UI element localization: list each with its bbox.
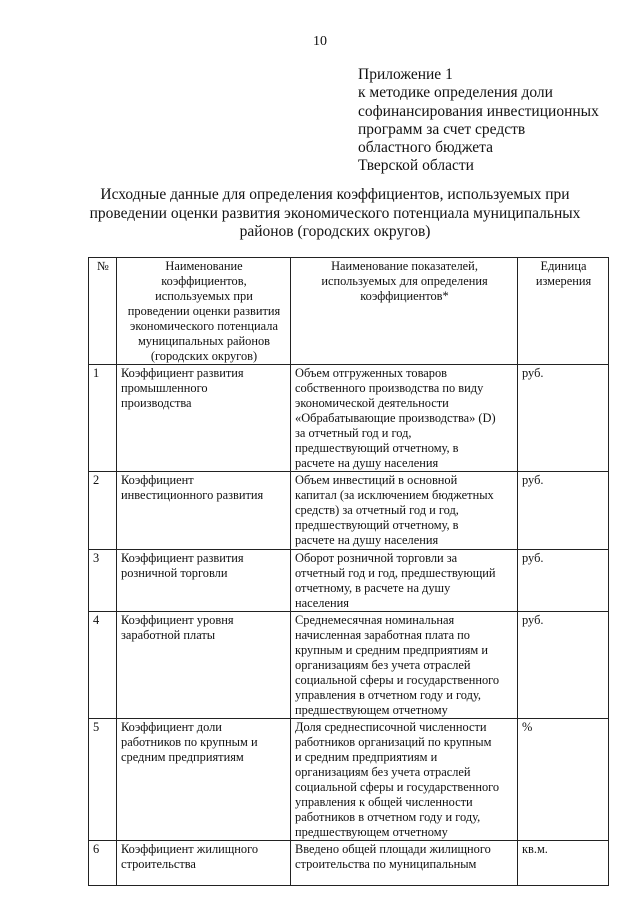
cell-line: инвестиционного развития: [121, 488, 264, 502]
cell-line: производства: [121, 396, 192, 410]
appendix-line: Приложение 1: [358, 66, 453, 83]
cell-line: крупным и средним предприятиям и: [295, 643, 488, 657]
row-unit: %: [518, 719, 609, 841]
row-num: 5: [89, 719, 117, 841]
header-indicator-line: Наименование показателей,: [331, 259, 478, 273]
cell-line: средств) за отчетный год и год,: [295, 503, 459, 517]
cell-line: Коэффициент уровня: [121, 613, 234, 627]
row-indicator: [291, 612, 518, 719]
cell-line: управления в отчетном году и году,: [295, 688, 481, 702]
cell-line: Объем инвестиций в основной: [295, 473, 458, 487]
appendix-caption: [358, 66, 628, 176]
row-num: 4: [89, 612, 117, 719]
appendix-line: областного бюджета: [358, 139, 493, 157]
cell-line: и средним предприятиям и: [295, 750, 438, 764]
header-name-line: муниципальных районов: [137, 334, 271, 348]
header-unit-line: измерения: [535, 274, 592, 288]
title-line: проведении оценки развития экономического потенциала муниципальных: [89, 204, 581, 222]
cell-line: Коэффициент развития: [121, 366, 244, 380]
row-num: 3: [89, 550, 117, 612]
row-coefficient-name: [117, 719, 291, 841]
row-coefficient-name: [117, 472, 291, 550]
document-title: [60, 186, 610, 242]
row-indicator: [291, 550, 518, 612]
row-indicator: [291, 841, 518, 886]
cell-line: отчетному, в расчете на душу: [295, 581, 451, 595]
row-unit: руб.: [518, 612, 609, 719]
cell-line: Коэффициент доли: [121, 720, 222, 734]
cell-line: начисленная заработная плата по: [295, 628, 470, 642]
cell-line: предшествующий отчетному, в: [295, 518, 459, 532]
cell-line: работников по крупным и: [121, 735, 258, 749]
cell-line: социальной сферы и государственного: [295, 780, 500, 794]
cell-line: Коэффициент жилищного: [121, 842, 259, 856]
row-unit: кв.м.: [518, 841, 609, 886]
cell-line: Оборот розничной торговли за: [295, 551, 458, 565]
cell-line: строительства: [121, 857, 196, 871]
title-line: Исходные данные для определения коэффициентов, используемых при: [100, 186, 570, 203]
row-unit: руб.: [518, 550, 609, 612]
appendix-line: к методике определения доли: [358, 84, 553, 102]
coefficients-table: [88, 257, 609, 886]
table-header-row: [89, 258, 609, 365]
row-coefficient-name: [117, 365, 291, 472]
row-coefficient-name: [117, 841, 291, 886]
row-indicator: [291, 719, 518, 841]
row-coefficient-name: [117, 550, 291, 612]
row-indicator: [291, 472, 518, 550]
appendix-line: софинансирования инвестиционных: [358, 102, 599, 120]
header-indicator-line: коэффициентов*: [360, 289, 449, 303]
row-num: 1: [89, 365, 117, 472]
header-name-line: (городских округов): [150, 349, 258, 363]
appendix-line: Тверской области: [358, 157, 474, 175]
cell-line: средним предприятиям: [121, 750, 244, 764]
cell-line: расчете на душу населения: [295, 533, 439, 547]
table-row: [89, 550, 609, 612]
cell-line: за отчетный год и год,: [295, 426, 412, 440]
cell-line: розничной торговли: [121, 566, 228, 580]
cell-line: отчетный год и год, предшествующий: [295, 566, 496, 580]
table-row: [89, 472, 609, 550]
cell-line: Среднемесячная номинальная: [295, 613, 455, 627]
row-num: 6: [89, 841, 117, 886]
table-row: [89, 841, 609, 886]
cell-line: промышленного: [121, 381, 208, 395]
cell-line: «Обрабатывающие производства» (D): [295, 411, 496, 425]
cell-line: Коэффициент развития: [121, 551, 244, 565]
cell-line: капитал (за исключением бюджетных: [295, 488, 494, 502]
title-line: районов (городских округов): [239, 223, 431, 240]
row-num: 2: [89, 472, 117, 550]
cell-line: организациям без учета отраслей: [295, 658, 471, 672]
cell-line: населения: [295, 596, 349, 610]
header-indicator-line: используемых для определения: [321, 274, 488, 288]
row-indicator: [291, 365, 518, 472]
cell-line: социальной сферы и государственного: [295, 673, 500, 687]
cell-line: работников организаций по крупным: [295, 735, 492, 749]
row-unit: руб.: [518, 365, 609, 472]
cell-line: Объем отгруженных товаров: [295, 366, 448, 380]
cell-line: Коэффициент: [121, 473, 194, 487]
table-row: [89, 719, 609, 841]
header-indicator: [291, 258, 518, 365]
cell-line: Доля среднесписочной численности: [295, 720, 487, 734]
cell-line: собственного производства по виду: [295, 381, 484, 395]
page-number: 10: [313, 34, 327, 49]
cell-line: предшествующем отчетному: [295, 703, 448, 717]
header-unit-line: Единица: [540, 259, 587, 273]
header-name-line: коэффициентов,: [161, 274, 247, 288]
cell-line: Введено общей площади жилищного: [295, 842, 491, 856]
header-name: [117, 258, 291, 365]
cell-line: экономической деятельности: [295, 396, 449, 410]
table-row: [89, 365, 609, 472]
cell-line: строительства по муниципальным: [295, 857, 477, 871]
cell-line: управления к общей численности: [295, 795, 473, 809]
header-name-line: используемых при: [155, 289, 253, 303]
header-name-line: проведении оценки развития: [127, 304, 281, 318]
header-num: №: [89, 258, 117, 365]
cell-line: заработной платы: [121, 628, 216, 642]
row-unit: руб.: [518, 472, 609, 550]
cell-line: работников в отчетном году и году,: [295, 810, 481, 824]
cell-line: расчете на душу населения: [295, 456, 439, 470]
header-name-line: экономического потенциала: [130, 319, 278, 333]
table-row: [89, 612, 609, 719]
header-name-line: Наименование: [165, 259, 243, 273]
appendix-line: программ за счет средств: [358, 120, 526, 138]
header-unit: [518, 258, 609, 365]
cell-line: предшествующем отчетному: [295, 825, 448, 839]
row-coefficient-name: [117, 612, 291, 719]
cell-line: предшествующий отчетному, в: [295, 441, 459, 455]
cell-line: организациям без учета отраслей: [295, 765, 471, 779]
